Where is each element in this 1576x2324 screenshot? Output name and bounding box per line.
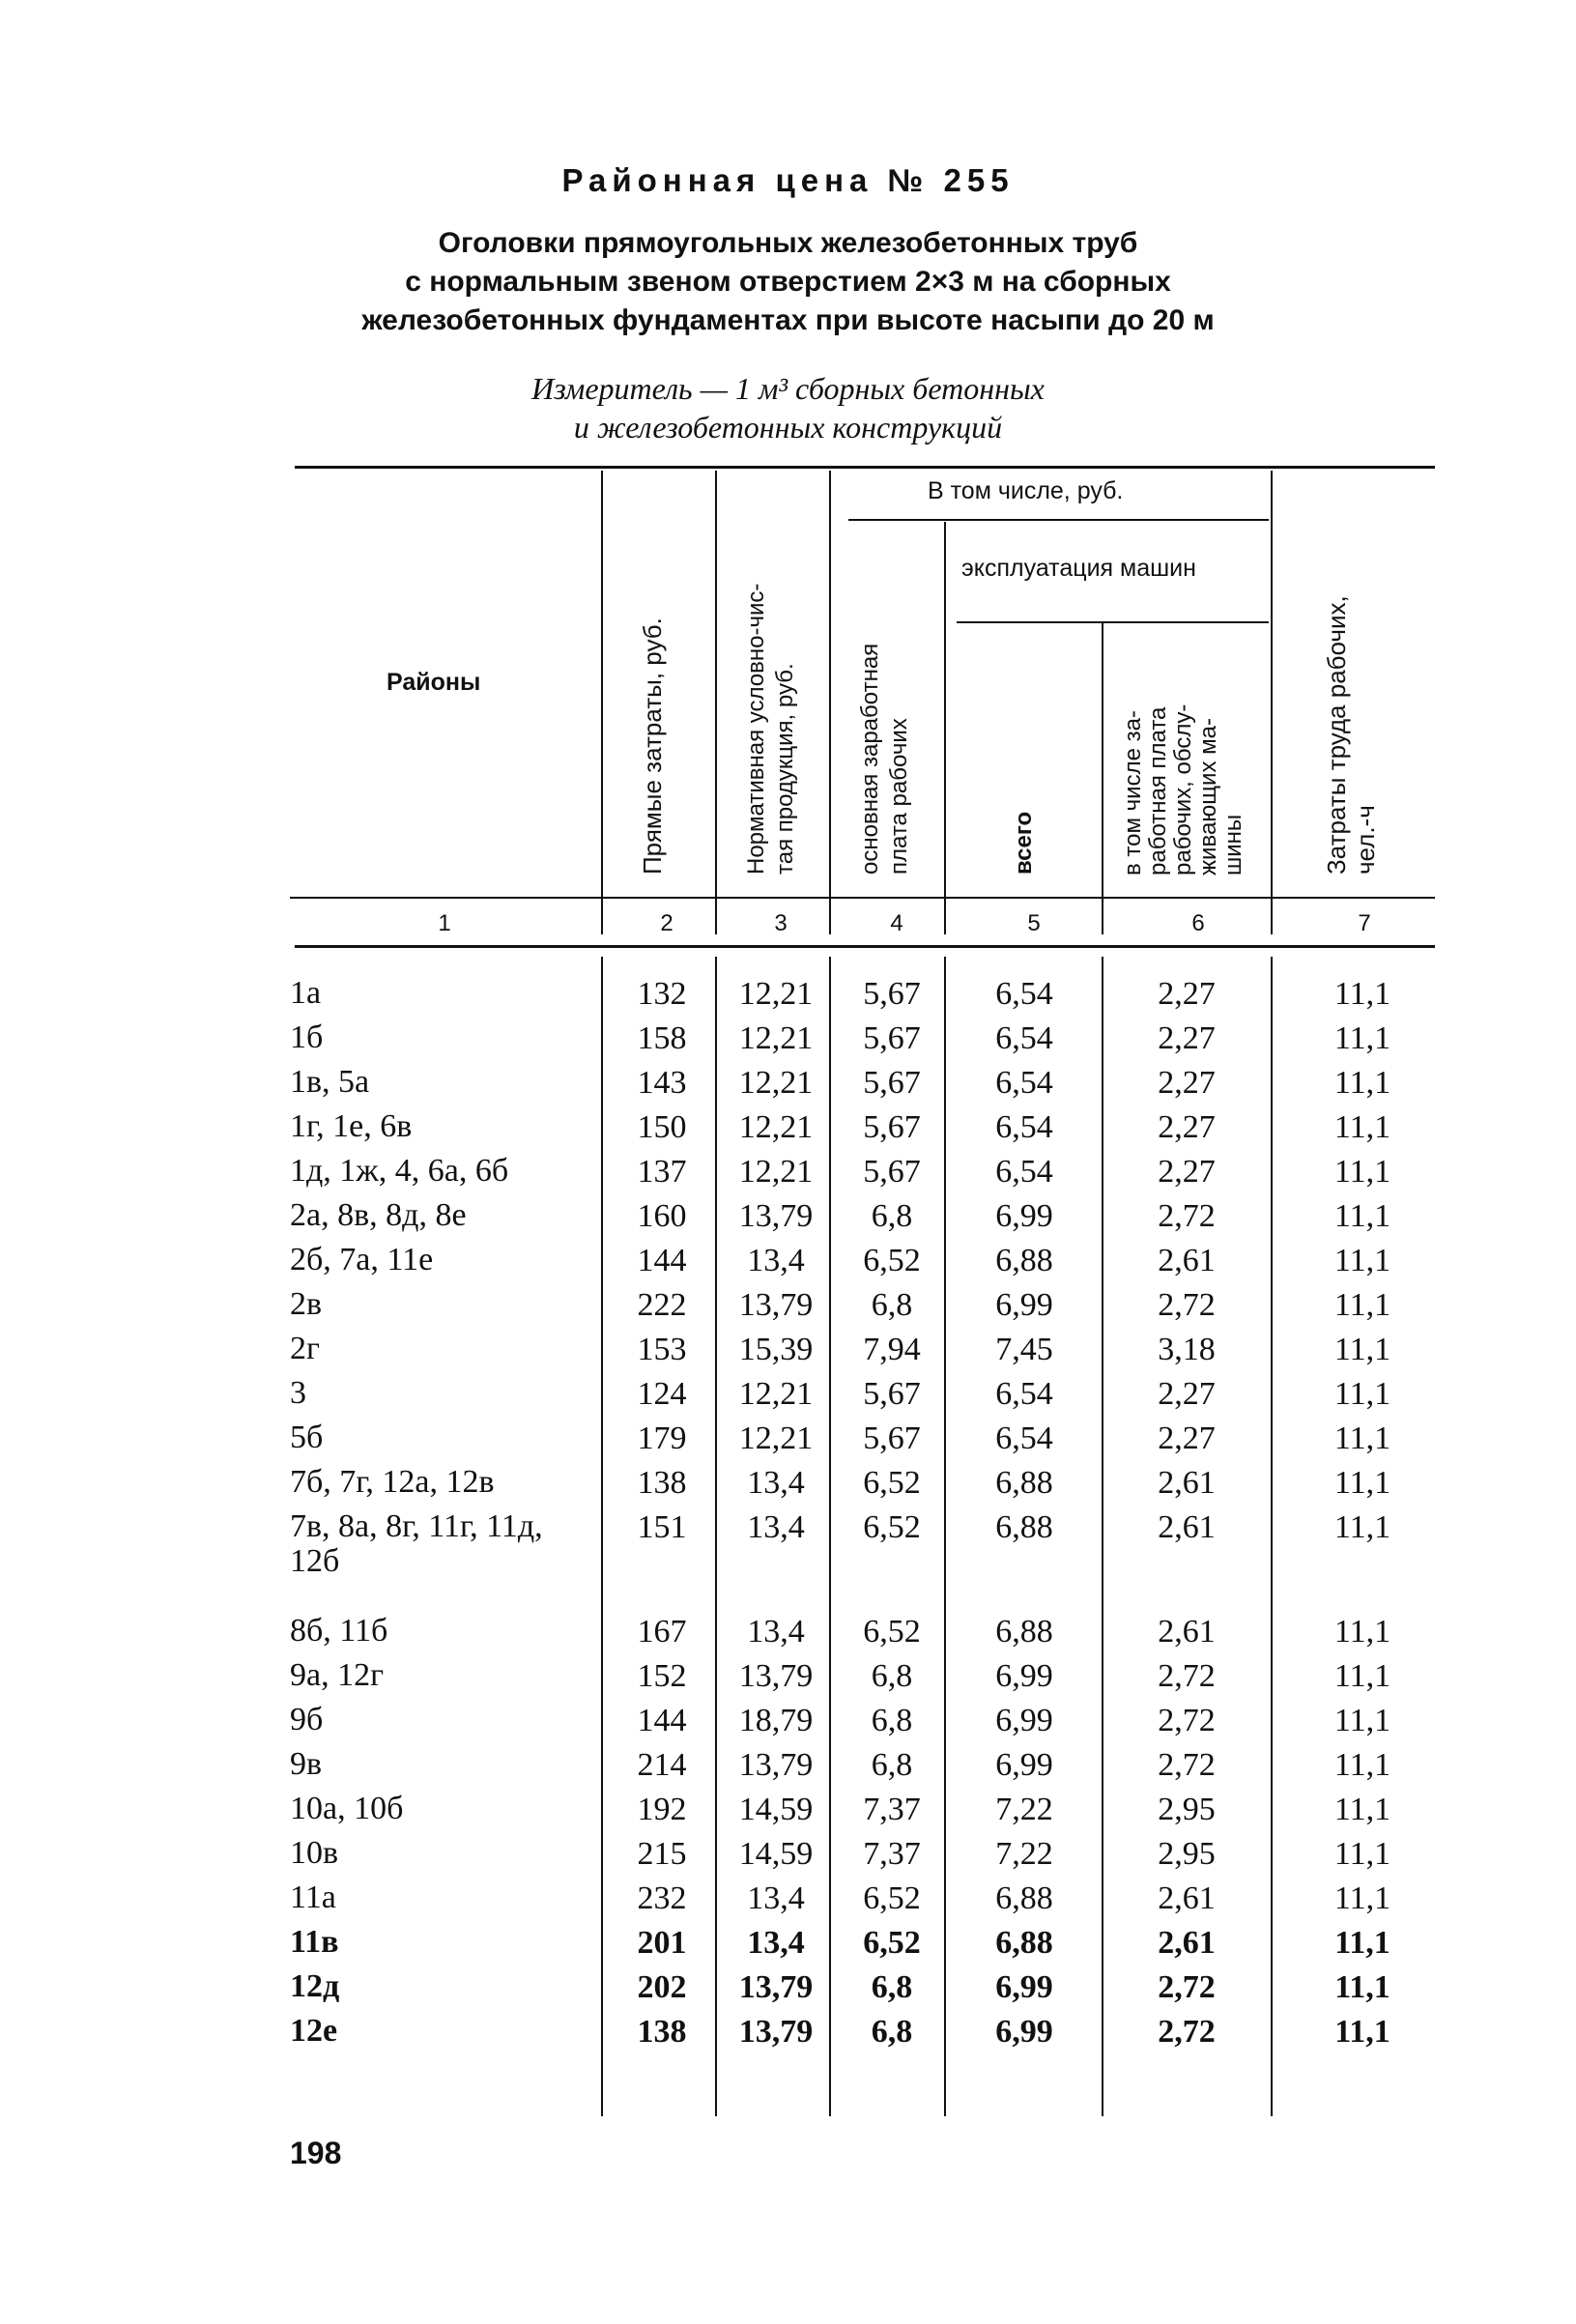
machine-wages-cell: 2,61: [1158, 1614, 1216, 1650]
column-number: 3: [774, 910, 788, 936]
machine-wages-cell: 2,72: [1158, 1969, 1216, 2005]
table-row: [0, 1420, 1576, 1465]
machines-total-cell: 6,99: [995, 2014, 1053, 2050]
machines-total-cell: 6,88: [995, 1509, 1053, 1545]
labor-cell: 11,1: [1333, 976, 1391, 1012]
wages-cell: 6,52: [863, 1243, 921, 1278]
direct-costs-cell: 192: [637, 1792, 687, 1827]
labor-cell: 11,1: [1333, 1376, 1391, 1412]
wages-cell: 6,8: [871, 2014, 913, 2050]
direct-costs-cell: 202: [637, 1969, 687, 2005]
wages-cell: 6,52: [863, 1614, 921, 1650]
column-divider: [829, 471, 831, 934]
table-row: [0, 1925, 1576, 1969]
district-cell: 1д, 1ж, 4, 6а, 6б: [290, 1153, 509, 1189]
labor-cell: 11,1: [1333, 1109, 1391, 1145]
table-row: [0, 1703, 1576, 1747]
normative-cell: 13,4: [747, 1243, 805, 1278]
normative-cell: 13,4: [747, 1465, 805, 1501]
labor-cell: 11,1: [1333, 1747, 1391, 1783]
direct-costs-cell: 215: [637, 1836, 687, 1872]
wages-cell: 5,67: [863, 1154, 921, 1190]
machine-wages-cell: 2,72: [1158, 1287, 1216, 1323]
wages-cell: 5,67: [863, 1109, 921, 1145]
wages-cell: 5,67: [863, 1065, 921, 1101]
normative-cell: 13,79: [738, 1747, 814, 1783]
measure-line: и железобетонных конструкций: [573, 410, 1003, 445]
machines-total-cell: 7,22: [995, 1792, 1053, 1827]
district-cell: 1б: [290, 1019, 324, 1055]
machines-total-cell: 6,54: [995, 1109, 1053, 1145]
direct-costs-cell: 179: [637, 1420, 687, 1456]
header-machines: эксплуатация машин: [961, 555, 1196, 582]
labor-cell: 11,1: [1333, 1198, 1391, 1234]
table-row: [0, 1154, 1576, 1198]
labor-cell: 11,1: [1333, 1243, 1391, 1278]
subtitle: [0, 224, 1576, 340]
direct-costs-cell: 132: [637, 976, 687, 1012]
direct-costs-cell: 150: [637, 1109, 687, 1145]
labor-cell: 11,1: [1334, 1925, 1390, 1961]
normative-cell: 13,79: [738, 1287, 814, 1323]
district-cell: 9а, 12г: [290, 1657, 385, 1693]
machines-total-cell: 6,54: [995, 1376, 1053, 1412]
table-row: [0, 1065, 1576, 1109]
wages-cell: 6,8: [871, 1703, 913, 1738]
district-cell: 5б: [290, 1420, 324, 1455]
normative-cell: 12,21: [738, 1154, 814, 1190]
header-machine-wages: в том числе за- работная плата рабочих, обслу- живающих ма- шины: [1120, 703, 1246, 875]
table-row: [0, 1376, 1576, 1420]
machine-wages-cell: 2,61: [1158, 1880, 1216, 1916]
machines-total-cell: 6,88: [995, 1925, 1053, 1961]
table-row: [0, 1836, 1576, 1880]
machine-wages-cell: 2,27: [1158, 1020, 1216, 1056]
district-cell: 7б, 7г, 12а, 12в: [290, 1464, 495, 1500]
header-direct-costs: Прямые затраты, руб.: [638, 617, 667, 875]
table-row: [0, 1614, 1576, 1658]
labor-cell: 11,1: [1333, 1792, 1391, 1827]
header-districts: Районы: [387, 669, 481, 696]
subtitle-line: Оголовки прямоугольных железобетонных труб: [438, 227, 1138, 259]
wages-cell: 6,52: [863, 1880, 921, 1916]
labor-cell: 11,1: [1333, 1420, 1391, 1456]
labor-cell: 11,1: [1333, 1703, 1391, 1738]
machines-total-cell: 6,88: [995, 1614, 1053, 1650]
wages-cell: 6,52: [863, 1925, 921, 1961]
machine-wages-cell: 2,27: [1158, 1109, 1216, 1145]
machines-total-cell: 6,88: [995, 1465, 1053, 1501]
normative-cell: 13,4: [747, 1509, 805, 1545]
wages-cell: 6,8: [871, 1198, 913, 1234]
numbers-bottom-rule: [295, 945, 1435, 948]
normative-cell: 13,79: [738, 1969, 814, 2005]
machines-total-cell: 6,88: [995, 1243, 1053, 1278]
machine-wages-cell: 2,27: [1158, 1154, 1216, 1190]
machine-wages-cell: 2,72: [1158, 1747, 1216, 1783]
column-divider: [1102, 623, 1103, 934]
district-cell: 7в, 8а, 8г, 11г, 11д, 12б: [290, 1508, 543, 1579]
labor-cell: 11,1: [1333, 1509, 1391, 1545]
table-row: [0, 1658, 1576, 1703]
table-row: [0, 1243, 1576, 1287]
district-cell: 3: [290, 1375, 306, 1411]
labor-cell: 11,1: [1333, 1020, 1391, 1056]
labor-cell: 11,1: [1333, 1658, 1391, 1694]
wages-cell: 7,94: [863, 1332, 921, 1367]
direct-costs-cell: 137: [637, 1154, 687, 1190]
labor-cell: 11,1: [1333, 1465, 1391, 1501]
labor-cell: 11,1: [1334, 1969, 1390, 2005]
table-row: [0, 2014, 1576, 2058]
direct-costs-cell: 158: [637, 1020, 687, 1056]
normative-cell: 12,21: [738, 1065, 814, 1101]
district-cell: 11в: [290, 1924, 339, 1960]
machine-wages-cell: 3,18: [1158, 1332, 1216, 1367]
direct-costs-cell: 144: [637, 1243, 687, 1278]
district-cell: 2в: [290, 1286, 323, 1322]
wages-cell: 7,37: [863, 1792, 921, 1827]
normative-cell: 14,59: [738, 1836, 814, 1872]
labor-cell: 11,1: [1333, 1836, 1391, 1872]
wages-cell: 6,8: [871, 1747, 913, 1783]
header-bottom-rule: [290, 897, 1435, 899]
direct-costs-cell: 201: [637, 1925, 687, 1961]
direct-costs-cell: 124: [637, 1376, 687, 1412]
subtitle-line: с нормальным звеном отверстием 2×3 м на сборных: [405, 266, 1171, 298]
machines-total-cell: 6,54: [995, 1154, 1053, 1190]
district-cell: 2а, 8в, 8д, 8е: [290, 1197, 467, 1233]
table-row: [0, 1880, 1576, 1925]
normative-cell: 13,79: [738, 1658, 814, 1694]
machine-wages-cell: 2,61: [1158, 1465, 1216, 1501]
normative-cell: 13,79: [738, 1198, 814, 1234]
including-rule: [848, 519, 1269, 521]
machines-total-cell: 6,99: [995, 1287, 1053, 1323]
machine-wages-cell: 2,61: [1158, 1509, 1216, 1545]
table-top-rule: [295, 466, 1435, 469]
normative-cell: 14,59: [738, 1792, 814, 1827]
normative-cell: 18,79: [738, 1703, 814, 1738]
labor-cell: 11,1: [1333, 1880, 1391, 1916]
normative-cell: 12,21: [738, 1420, 814, 1456]
labor-cell: 11,1: [1333, 1154, 1391, 1190]
wages-cell: 5,67: [863, 1420, 921, 1456]
normative-cell: 13,4: [747, 1614, 805, 1650]
district-cell: 1в, 5а: [290, 1064, 370, 1100]
table-row: [0, 1509, 1576, 1598]
wages-cell: 5,67: [863, 1376, 921, 1412]
normative-cell: 13,4: [747, 1925, 805, 1961]
machines-total-cell: 6,99: [995, 1658, 1053, 1694]
direct-costs-cell: 232: [637, 1880, 687, 1916]
column-divider: [1271, 471, 1273, 934]
table-row: [0, 1109, 1576, 1154]
wages-cell: 5,67: [863, 1020, 921, 1056]
wages-cell: 6,52: [863, 1465, 921, 1501]
district-cell: 10а, 10б: [290, 1791, 404, 1826]
direct-costs-cell: 143: [637, 1065, 687, 1101]
labor-cell: 11,1: [1333, 1332, 1391, 1367]
normative-cell: 15,39: [738, 1332, 814, 1367]
table-row: [0, 1332, 1576, 1376]
column-number: 5: [1027, 910, 1041, 936]
normative-cell: 13,4: [747, 1880, 805, 1916]
district-cell: 12д: [290, 1968, 340, 2004]
wages-cell: 6,8: [871, 1287, 913, 1323]
table-row: [0, 1287, 1576, 1332]
machine-wages-cell: 2,72: [1158, 1658, 1216, 1694]
column-number: 1: [438, 910, 451, 936]
column-divider: [715, 471, 717, 934]
district-cell: 10в: [290, 1835, 339, 1871]
machine-wages-cell: 2,61: [1158, 1925, 1216, 1961]
direct-costs-cell: 214: [637, 1747, 687, 1783]
machine-wages-cell: 2,72: [1158, 2014, 1216, 2050]
direct-costs-cell: 222: [637, 1287, 687, 1323]
machines-total-cell: 6,54: [995, 1065, 1053, 1101]
header-labor: Затраты труда рабочих, чел.-ч: [1322, 595, 1380, 875]
direct-costs-cell: 144: [637, 1703, 687, 1738]
machines-total-cell: 6,99: [995, 1198, 1053, 1234]
direct-costs-cell: 152: [637, 1658, 687, 1694]
table-row: [0, 1969, 1576, 2014]
machine-wages-cell: 2,61: [1158, 1243, 1216, 1278]
machines-total-cell: 6,54: [995, 1020, 1053, 1056]
machine-wages-cell: 2,72: [1158, 1198, 1216, 1234]
table-row: [0, 976, 1576, 1020]
subtitle-line: железобетонных фундаментах при высоте насыпи до 20 м: [361, 304, 1215, 336]
normative-cell: 12,21: [738, 1109, 814, 1145]
table-row: [0, 1198, 1576, 1243]
wages-cell: 5,67: [863, 976, 921, 1012]
district-cell: 2г: [290, 1331, 320, 1366]
machine-wages-cell: 2,72: [1158, 1703, 1216, 1738]
column-number: 6: [1191, 910, 1205, 936]
machines-total-cell: 6,99: [995, 1747, 1053, 1783]
table-row: [0, 1747, 1576, 1792]
table-row: [0, 1020, 1576, 1065]
direct-costs-cell: 151: [637, 1509, 687, 1545]
district-cell: 8б, 11б: [290, 1613, 388, 1649]
labor-cell: 11,1: [1333, 1287, 1391, 1323]
machine-wages-cell: 2,27: [1158, 976, 1216, 1012]
measure-line: Измеритель — 1 м³ сборных бетонных: [531, 371, 1045, 406]
page-number: 198: [290, 2136, 342, 2170]
district-cell: 1г, 1е, 6в: [290, 1108, 413, 1144]
machines-total-cell: 6,88: [995, 1880, 1053, 1916]
column-number: 7: [1358, 910, 1371, 936]
column-divider: [944, 522, 946, 934]
district-cell: 1а: [290, 975, 322, 1011]
measure-unit: [0, 369, 1576, 446]
table-row: [0, 1792, 1576, 1836]
direct-costs-cell: 153: [637, 1332, 687, 1367]
header-wages: основная заработная плата рабочих: [857, 643, 912, 875]
machines-total-cell: 6,54: [995, 1420, 1053, 1456]
district-cell: 9б: [290, 1702, 324, 1737]
district-cell: 12е: [290, 2013, 338, 2049]
machines-total-cell: 7,45: [995, 1332, 1053, 1367]
page-title: Районная цена № 255: [561, 162, 1015, 198]
district-cell: 11а: [290, 1879, 336, 1915]
column-number: 4: [890, 910, 903, 936]
normative-cell: 12,21: [738, 976, 814, 1012]
machines-total-cell: 7,22: [995, 1836, 1053, 1872]
column-number: 2: [660, 910, 673, 936]
table-row: [0, 1465, 1576, 1509]
header-including: В том числе, руб.: [928, 477, 1124, 504]
wages-cell: 6,52: [863, 1509, 921, 1545]
direct-costs-cell: 167: [637, 1614, 687, 1650]
machines-total-cell: 6,54: [995, 976, 1053, 1012]
header-machines-total: всего: [1011, 811, 1037, 875]
wages-cell: 6,8: [871, 1969, 913, 2005]
direct-costs-cell: 138: [637, 1465, 687, 1501]
wages-cell: 6,8: [871, 1658, 913, 1694]
machine-wages-cell: 2,95: [1158, 1836, 1216, 1872]
machine-wages-cell: 2,95: [1158, 1792, 1216, 1827]
wages-cell: 7,37: [863, 1836, 921, 1872]
labor-cell: 11,1: [1334, 2014, 1390, 2050]
direct-costs-cell: 160: [637, 1198, 687, 1234]
normative-cell: 12,21: [738, 1020, 814, 1056]
direct-costs-cell: 138: [637, 2014, 687, 2050]
labor-cell: 11,1: [1333, 1065, 1391, 1101]
normative-cell: 13,79: [738, 2014, 814, 2050]
district-cell: 9в: [290, 1746, 323, 1782]
machine-wages-cell: 2,27: [1158, 1065, 1216, 1101]
machines-total-cell: 6,99: [995, 1703, 1053, 1738]
header-normative: Нормативная условно-чис- тая продукция, руб.: [743, 583, 798, 875]
machine-wages-cell: 2,27: [1158, 1420, 1216, 1456]
machine-wages-cell: 2,27: [1158, 1376, 1216, 1412]
district-cell: 2б, 7а, 11е: [290, 1242, 434, 1277]
labor-cell: 11,1: [1333, 1614, 1391, 1650]
column-divider: [601, 471, 603, 934]
machines-rule: [957, 621, 1269, 623]
normative-cell: 12,21: [738, 1376, 814, 1412]
machines-total-cell: 6,99: [995, 1969, 1053, 2005]
